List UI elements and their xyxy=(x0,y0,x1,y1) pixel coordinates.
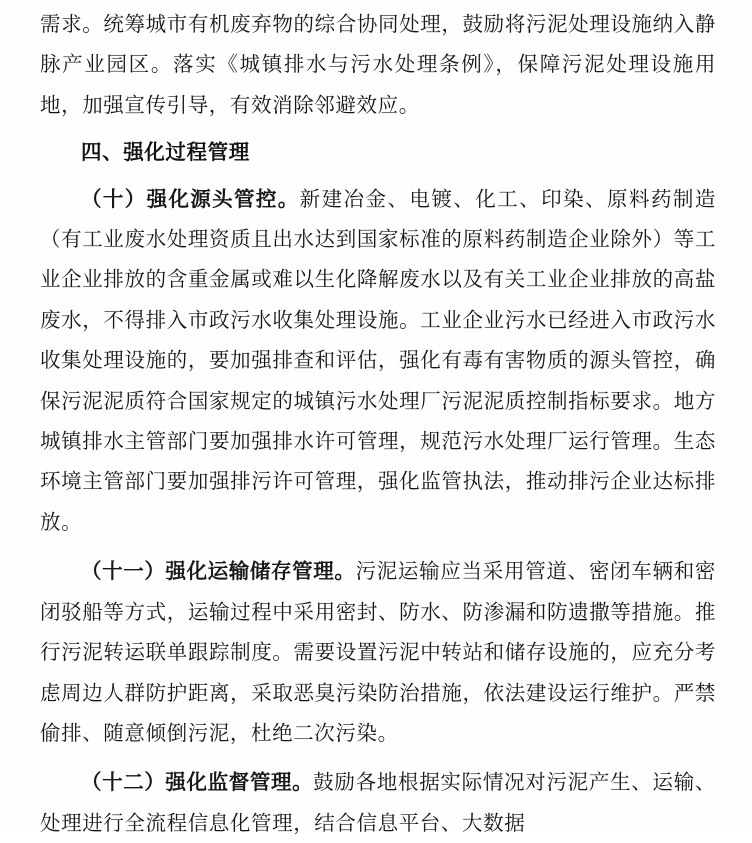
paragraph-item-eleven-text: 污泥运输应当采用管道、密闭车辆和密闭驳船等方式，运输过程中采用密封、防水、防渗漏和防遗撒等措施。推行污泥转运联单跟踪制度。需要设置污泥中转站和储存设施的，应充分考虑周边人群防护距离，采取恶臭污染防治措施，依法建设运行维护。严禁偷排、随意倾倒污泥，杜绝二次污染。 xyxy=(40,559,717,745)
heading-section-four: 四、强化过程管理 xyxy=(81,140,250,165)
paragraph-item-twelve xyxy=(40,762,716,843)
paragraph-item-ten-label: （十）强化源头管控。 xyxy=(81,186,300,211)
paragraph-item-eleven xyxy=(40,551,716,753)
paragraph-item-ten xyxy=(40,179,716,543)
paragraph-item-twelve-label: （十二）强化监督管理。 xyxy=(81,770,314,795)
paragraph-item-twelve-text: 鼓励各地根据实际情况对污泥产生、运输、处理进行全流程信息化管理，结合信息平台、大数据 xyxy=(40,770,716,835)
paragraph-continued-top: 需求。统筹城市有机废弃物的综合协同处理，鼓励将污泥处理设施纳入静脉产业园区。落实《城镇排水与污水处理条例》，保障污泥处理设施用地，加强宣传引导，有效消除邻避效应。 xyxy=(40,12,716,117)
paragraph-item-ten-text: 新建冶金、电镀、化工、印染、原料药制造（有工业废水处理资质且出水达到国家标准的原料药制造企业除外）等工业企业排放的含重金属或难以生化降解废水以及有关工业企业排放的高盐废水，不得排入市政污水收集处理设施。工业企业污水已经进入市政污水收集处理设施的，要加强排查和评估，强化有毒有害物质的源头管控，确保污泥泥质符合国家规定的城镇污水处理厂污泥泥质控制指标要求。地方城镇排水主管部门要加强排水许可管理，规范污水处理厂运行管理。生态环境主管部门要加强排污许可管理，强化监管执法，推动排污企业达标排放。 xyxy=(40,186,716,534)
paragraph-item-eleven-label: （十一）强化运输储存管理。 xyxy=(81,559,356,584)
